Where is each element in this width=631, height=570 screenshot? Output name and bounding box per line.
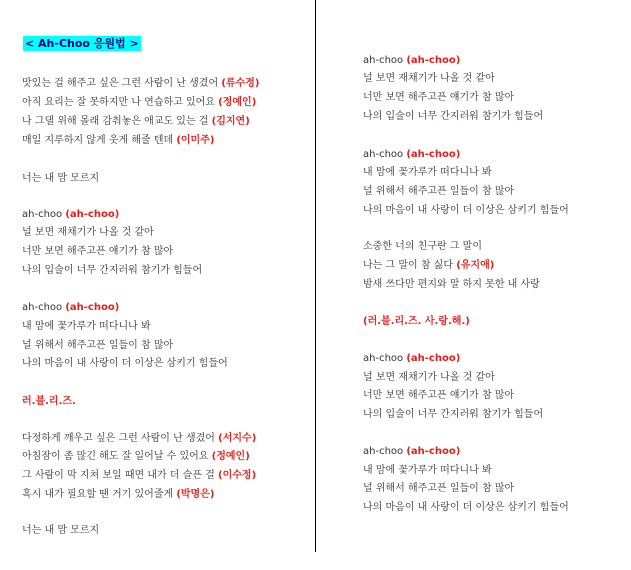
- lyric-line: [363, 445, 460, 459]
- lyric-line: [22, 432, 256, 446]
- lyric-text: 맛있는 걸 해주고 싶은 그런 사람이 난 생겼어: [22, 78, 219, 89]
- lyric-text: ah-choo: [22, 302, 63, 313]
- lyric-line: [22, 172, 99, 186]
- lyric-line: [363, 408, 543, 422]
- lyric-line: [363, 240, 482, 254]
- lyric-text: ah-choo: [22, 209, 63, 220]
- lyric-text: 소중한 너의 친구란 그 말이: [363, 241, 482, 252]
- lyric-line: [363, 371, 495, 385]
- lyric-text: 너만 보면 해주고픈 얘기가 참 많아: [22, 246, 174, 257]
- lyric-line: [22, 450, 250, 464]
- lyric-text: 아직 요리는 잘 못하지만 나 연습하고 있어요: [22, 97, 215, 108]
- lyric-text: 너만 보면 해주고픈 얘기가 참 많아: [363, 390, 515, 401]
- member-part-label: (정예인): [218, 97, 257, 108]
- lyric-line: [22, 77, 259, 91]
- lyric-text: 내 맘에 꽃가루가 떠다니나 봐: [363, 465, 492, 476]
- member-part-label: (김지연): [211, 116, 250, 127]
- member-part-label: 러.블.리.즈.: [22, 396, 76, 407]
- member-part-label: (류수정): [221, 78, 260, 89]
- lyric-line: [363, 482, 514, 496]
- lyric-line: [363, 204, 569, 218]
- page-title: < Ah-Choo 응원법 >: [25, 37, 139, 50]
- lyric-text: 내 맘에 꽃가루가 떠다니나 봐: [363, 167, 492, 178]
- lyric-line: [22, 469, 256, 483]
- lyric-line: [22, 245, 173, 259]
- lyric-text: 너만 보면 해주고픈 얘기가 참 많아: [363, 92, 515, 103]
- lyric-text: 나는 그 말이 참 싫다: [363, 260, 453, 271]
- lyric-text: 널 위해서 해주고픈 일들이 참 많아: [22, 340, 174, 351]
- lyric-line: [363, 72, 495, 86]
- lyric-text: ah-choo: [363, 446, 404, 457]
- lyric-line: [22, 357, 228, 371]
- member-part-label: (정예인): [211, 451, 250, 462]
- lyric-text: 밤새 쓰다만 편지와 말 하지 못한 내 사랑: [363, 279, 540, 290]
- member-part-label: (ah-choo): [406, 446, 461, 457]
- lyric-text: 그 사람이 막 지쳐 보일 때면 내가 더 슬픈 걸: [22, 470, 215, 481]
- lyric-line: [363, 501, 569, 515]
- lyric-line: [363, 278, 540, 292]
- lyric-line: [363, 352, 460, 366]
- lyric-line: [363, 54, 460, 68]
- lyric-line: [363, 389, 514, 403]
- lyric-text: 널 위해서 해주고픈 일들이 참 많아: [363, 186, 515, 197]
- lyric-text: 널 보면 재채기가 나올 것 같아: [22, 227, 154, 238]
- lyric-line: [22, 524, 99, 538]
- lyric-text: 너는 내 맘 모르지: [22, 173, 100, 184]
- lyric-text: 매일 지루하지 않게 웃게 해줄 텐데: [22, 135, 174, 146]
- member-part-label: (이미주): [176, 135, 215, 146]
- lyric-line: [363, 259, 494, 273]
- member-part-label: (박명은): [176, 489, 215, 500]
- lyric-line: [22, 488, 214, 502]
- lyric-line: [363, 464, 492, 478]
- lyric-text: 널 보면 재채기가 나올 것 같아: [363, 372, 495, 383]
- member-part-label: (ah-choo): [406, 55, 461, 66]
- lyric-text: 너는 내 맘 모르지: [22, 525, 100, 536]
- member-part-label: (서지수): [218, 433, 257, 444]
- column-divider: [315, 0, 316, 552]
- lyric-text: 다정하게 깨우고 싶은 그런 사람이 난 생겼어: [22, 433, 215, 444]
- lyric-text: 널 위해서 해주고픈 일들이 참 많아: [363, 483, 515, 494]
- member-part-label: (유지애): [456, 260, 495, 271]
- lyric-text: 나의 마음이 내 사랑이 더 이상은 삼키기 힘들어: [363, 502, 569, 513]
- lyric-line: [22, 208, 119, 222]
- lyric-line: [22, 96, 256, 110]
- lyric-line: [363, 91, 514, 105]
- lyric-line: [22, 339, 173, 353]
- lyric-text: 널 보면 재채기가 나올 것 같아: [363, 73, 495, 84]
- lyric-text: 나의 마음이 내 사랑이 더 이상은 삼키기 힘들어: [22, 358, 228, 369]
- lyric-text: ah-choo: [363, 353, 404, 364]
- lyric-line: [363, 148, 460, 162]
- lyric-line: [22, 301, 119, 315]
- member-part-label: (이수정): [218, 470, 257, 481]
- lyric-text: ah-choo: [363, 149, 404, 160]
- member-part-label: (ah-choo): [406, 353, 461, 364]
- member-part-label: (ah-choo): [406, 149, 461, 160]
- lyric-text: ah-choo: [363, 55, 404, 66]
- lyric-text: 나 그댈 위해 몰래 감춰놓은 애교도 있는 걸: [22, 116, 209, 127]
- lyric-line: [363, 315, 470, 329]
- lyric-text: 나의 마음이 내 사랑이 더 이상은 삼키기 힘들어: [363, 205, 569, 216]
- lyric-line: [22, 320, 151, 334]
- lyric-line: [363, 185, 514, 199]
- member-part-label: (러.블.리.즈. 사.랑.해.): [363, 316, 470, 327]
- lyric-line: [363, 110, 543, 124]
- lyric-text: 내 맘에 꽃가루가 떠다니나 봐: [22, 321, 151, 332]
- lyric-line: [22, 264, 202, 278]
- lyric-text: 나의 입술이 너무 간지러워 참기가 힘들어: [363, 409, 544, 420]
- lyric-line: [363, 166, 492, 180]
- lyric-text: 아침잠이 좀 많긴 해도 잘 일어날 수 있어요: [22, 451, 209, 462]
- lyric-line: [22, 115, 250, 129]
- lyric-line: [22, 395, 76, 409]
- member-part-label: (ah-choo): [65, 209, 120, 220]
- lyric-line: [22, 226, 154, 240]
- member-part-label: (ah-choo): [65, 302, 120, 313]
- lyric-text: 나의 입술이 너무 간지러워 참기가 힘들어: [22, 265, 203, 276]
- lyric-line: [22, 134, 214, 148]
- lyric-text: 혹시 내가 필요할 땐 거기 있어줄게: [22, 489, 174, 500]
- lyric-text: 나의 입술이 너무 간지러워 참기가 힘들어: [363, 111, 544, 122]
